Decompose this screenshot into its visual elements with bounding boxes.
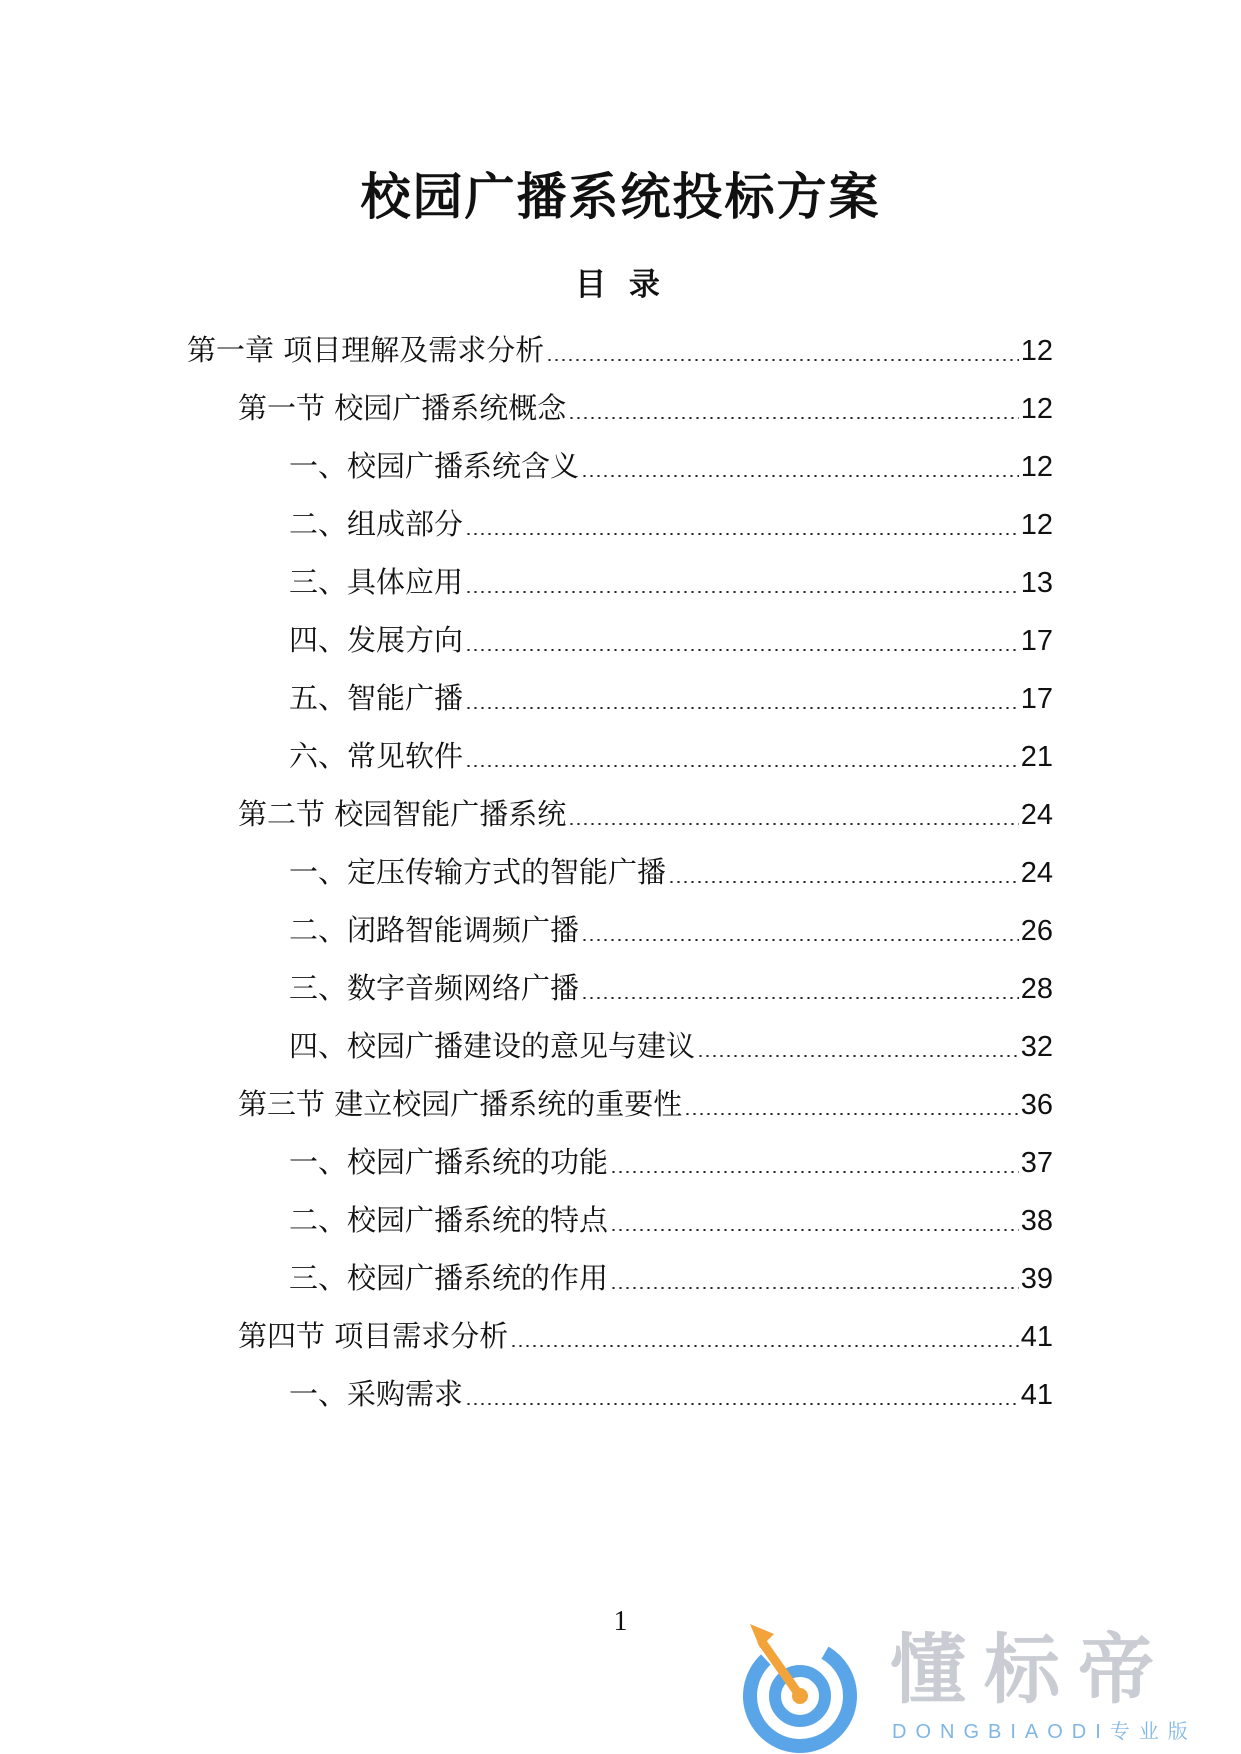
- toc-dot-leader: [610, 1287, 1019, 1289]
- toc-entry[interactable]: [289, 910, 1053, 950]
- toc-entry-label: 六、常见软件: [289, 739, 464, 773]
- toc-entry-label: 第三节 建立校园广播系统的重要性: [238, 1087, 683, 1121]
- toc-entry-page: 37: [1020, 1147, 1053, 1179]
- toc-dot-leader: [610, 1171, 1019, 1173]
- toc-entry-page: 24: [1020, 857, 1053, 889]
- toc-entry[interactable]: [238, 1084, 1053, 1124]
- watermark-subtitle: DONGBIAODI专业版: [892, 1721, 1197, 1743]
- toc-entry[interactable]: [187, 330, 1053, 370]
- toc-entry[interactable]: [238, 388, 1053, 428]
- toc-entry-page: 12: [1020, 393, 1053, 425]
- toc-dot-leader: [465, 1403, 1019, 1405]
- toc-dot-leader: [465, 533, 1019, 535]
- watermark: [740, 1618, 1240, 1754]
- page-number: 1: [613, 1606, 628, 1637]
- toc-entry-page: 12: [1020, 451, 1053, 483]
- toc-entry-label: 二、校园广播系统的特点: [289, 1203, 609, 1237]
- toc-entry[interactable]: [289, 620, 1053, 660]
- toc-entry-label: 一、定压传输方式的智能广播: [289, 855, 667, 889]
- toc-entry-page: 32: [1020, 1031, 1053, 1063]
- toc-entry[interactable]: [289, 1258, 1053, 1298]
- toc-entry-label: 第一章 项目理解及需求分析: [187, 333, 545, 367]
- toc-entry[interactable]: [238, 794, 1053, 834]
- toc-entry[interactable]: [289, 968, 1053, 1008]
- watermark-brand: 懂标帝: [890, 1625, 1172, 1714]
- toc-entry-page: 24: [1020, 799, 1053, 831]
- toc-dot-leader: [697, 1055, 1019, 1057]
- document-title: 校园广播系统投标方案: [360, 168, 881, 226]
- toc-entry[interactable]: [289, 504, 1053, 544]
- toc-entry-label: 一、校园广播系统的功能: [289, 1145, 609, 1179]
- toc-entry-label: 五、智能广播: [289, 681, 464, 715]
- toc-entry-label: 四、校园广播建设的意见与建议: [289, 1029, 696, 1063]
- toc-dot-leader: [581, 939, 1019, 941]
- toc-dot-leader: [465, 765, 1019, 767]
- toc-entry-page: 21: [1020, 741, 1053, 773]
- toc-entry-label: 四、发展方向: [289, 623, 464, 657]
- toc-entry-label: 第一节 校园广播系统概念: [238, 391, 567, 425]
- toc-entry-label: 第四节 项目需求分析: [238, 1319, 509, 1353]
- toc-entry[interactable]: [289, 1200, 1053, 1240]
- toc-entry-label: 三、校园广播系统的作用: [289, 1261, 609, 1295]
- toc-dot-leader: [668, 881, 1019, 883]
- toc-entry-page: 17: [1020, 683, 1053, 715]
- target-arrow-icon: [740, 1618, 890, 1754]
- toc-dot-leader: [568, 417, 1019, 419]
- toc-entry-label: 三、具体应用: [289, 565, 464, 599]
- toc-entry[interactable]: [238, 1316, 1053, 1356]
- toc-entry[interactable]: [289, 736, 1053, 776]
- toc-dot-leader: [510, 1345, 1019, 1347]
- toc-entry-page: 36: [1020, 1089, 1053, 1121]
- toc-dot-leader: [465, 649, 1019, 651]
- toc-entry-page: 17: [1020, 625, 1053, 657]
- toc-entry[interactable]: [289, 562, 1053, 602]
- toc-entry[interactable]: [289, 446, 1053, 486]
- toc-entry-label: 一、校园广播系统含义: [289, 449, 580, 483]
- toc-entry-page: 12: [1020, 335, 1053, 367]
- toc-entry-label: 一、采购需求: [289, 1377, 464, 1411]
- toc-entry[interactable]: [289, 1026, 1053, 1066]
- toc-entry-page: 13: [1020, 567, 1053, 599]
- toc-entry-label: 第二节 校园智能广播系统: [238, 797, 567, 831]
- toc-entry-page: 41: [1020, 1379, 1053, 1411]
- toc-dot-leader: [684, 1113, 1019, 1115]
- toc-entry-page: 26: [1020, 915, 1053, 947]
- toc-entry-label: 二、组成部分: [289, 507, 464, 541]
- toc-dot-leader: [465, 707, 1019, 709]
- toc-entry[interactable]: [289, 678, 1053, 718]
- toc-dot-leader: [568, 823, 1019, 825]
- toc-dot-leader: [546, 359, 1019, 361]
- toc-entry-page: 28: [1020, 973, 1053, 1005]
- toc-entry[interactable]: [289, 1374, 1053, 1414]
- toc-entry-label: 二、闭路智能调频广播: [289, 913, 580, 947]
- toc-dot-leader: [465, 591, 1019, 593]
- toc-entry[interactable]: [289, 1142, 1053, 1182]
- toc-entry-page: 38: [1020, 1205, 1053, 1237]
- toc-entry-page: 12: [1020, 509, 1053, 541]
- toc-entry-page: 39: [1020, 1263, 1053, 1295]
- toc-heading: 目 录: [575, 267, 666, 303]
- toc-dot-leader: [581, 475, 1019, 477]
- toc-entry-label: 三、数字音频网络广播: [289, 971, 580, 1005]
- toc-dot-leader: [610, 1229, 1019, 1231]
- toc-entry-page: 41: [1020, 1321, 1053, 1353]
- toc-dot-leader: [581, 997, 1019, 999]
- toc-entry[interactable]: [289, 852, 1053, 892]
